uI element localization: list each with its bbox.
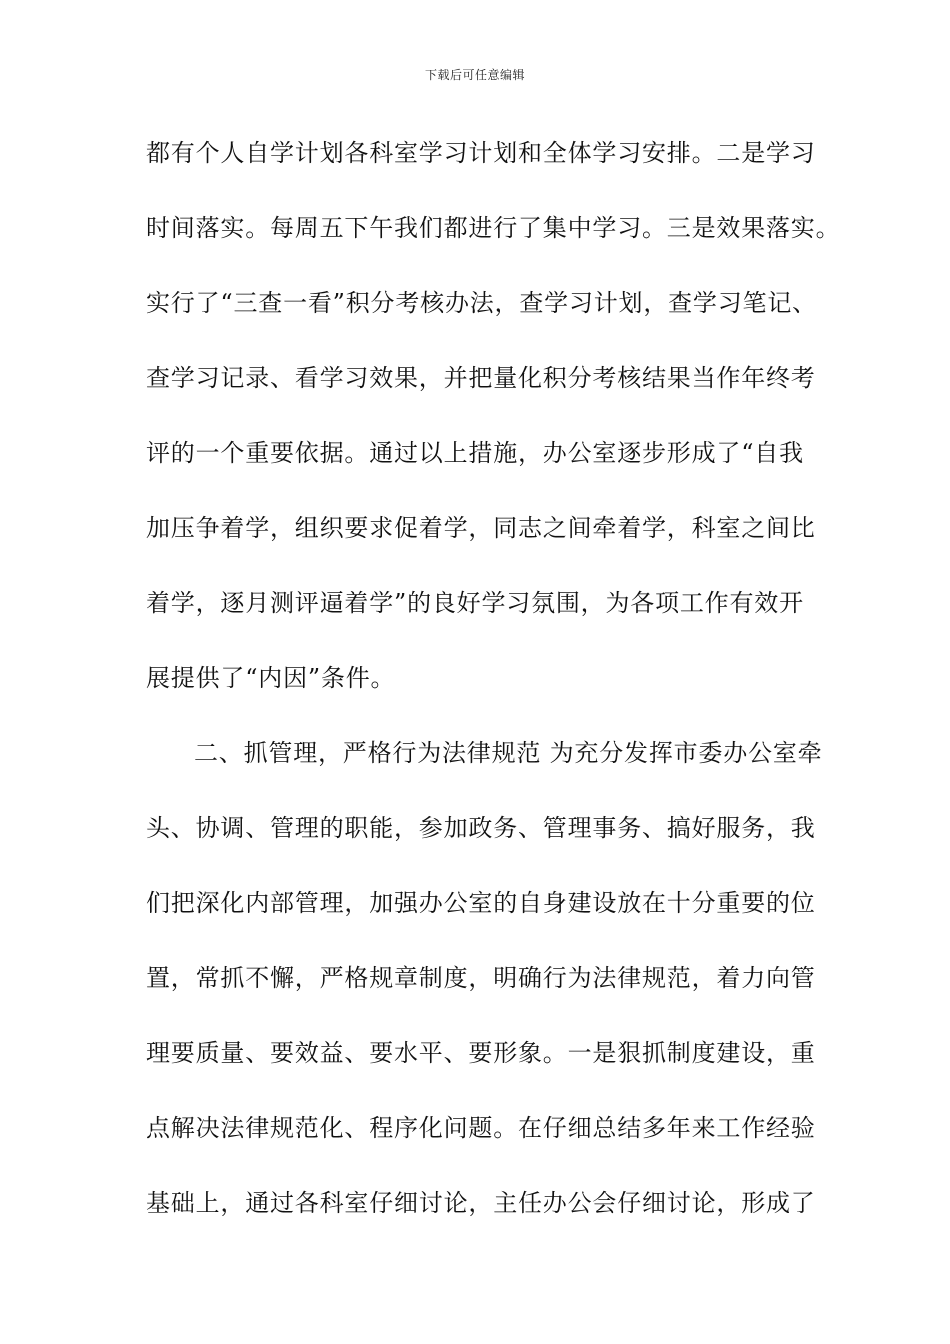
text-line: 展提供了“内因”条件。 — [146, 664, 396, 692]
text-line: 理要质量、要效益、要水平、要形象。一是狠抓制度建设，重 — [146, 1039, 816, 1067]
text-line: 时间落实。每周五下午我们都进行了集中学习。三是效果落实。 — [146, 214, 841, 242]
text-line: 评的一个重要依据。通过以上措施，办公室逐步形成了“自我 — [146, 439, 804, 467]
section-heading-line: 二、抓管理，严格行为法律规范 为充分发挥市委办公室牵 — [194, 739, 823, 767]
text-line: 加压争着学，组织要求促着学，同志之间牵着学，科室之间比 — [146, 514, 816, 542]
text-line: 实行了“三查一看”积分考核办法，查学习计划，查学习笔记、 — [146, 289, 817, 317]
body-text — [146, 128, 841, 1253]
text-line: 点解决法律规范化、程序化问题。在仔细总结多年来工作经验 — [146, 1114, 816, 1142]
text-line: 查学习记录、看学习效果，并把量化积分考核结果当作年终考 — [146, 364, 816, 392]
text-line: 都有个人自学计划各科室学习计划和全体学习安排。二是学习 — [146, 139, 816, 167]
page-header: 下载后可任意编辑 — [424, 68, 525, 82]
text-line: 头、协调、管理的职能，参加政务、管理事务、搞好服务，我 — [146, 814, 816, 842]
text-line: 着学，逐月测评逼着学”的良好学习氛围，为各项工作有效开 — [146, 589, 804, 617]
text-line: 们把深化内部管理，加强办公室的自身建设放在十分重要的位 — [146, 889, 816, 917]
text-line: 基础上，通过各科室仔细讨论，主任办公会仔细讨论，形成了 — [146, 1189, 816, 1217]
text-line: 置，常抓不懈，严格规章制度，明确行为法律规范，着力向管 — [146, 964, 816, 992]
